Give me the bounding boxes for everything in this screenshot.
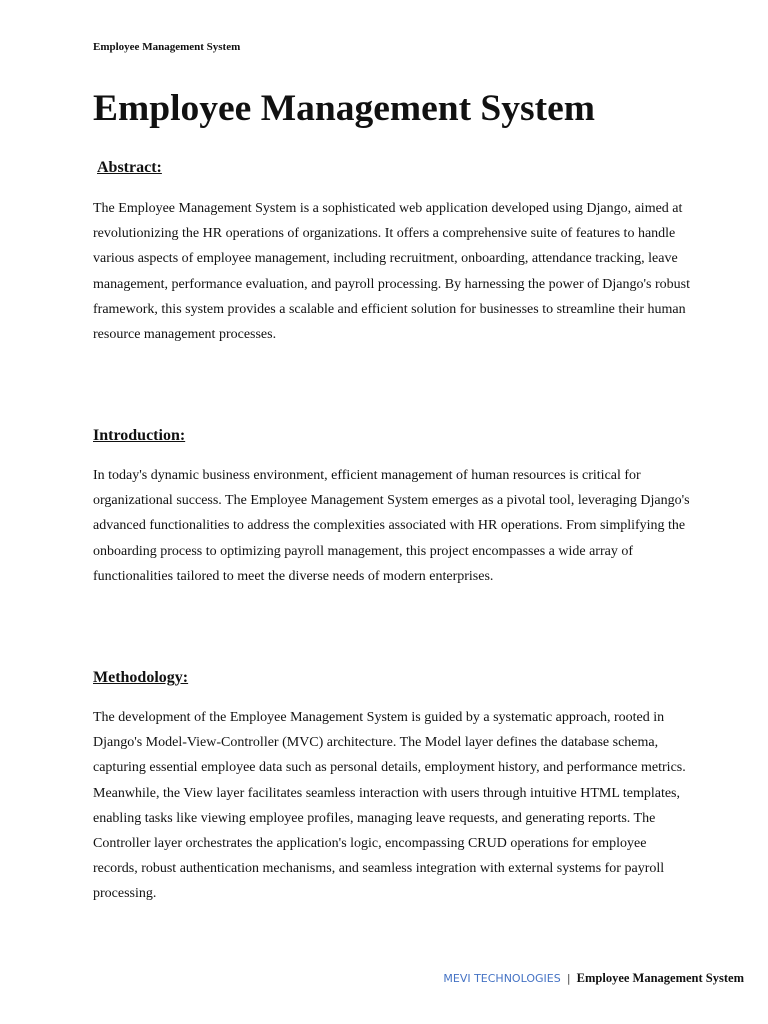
page-header: Employee Management System [93,41,241,53]
introduction-heading: Introduction: [93,427,186,444]
introduction-paragraph: In today's dynamic business environment, efficient management of human resources is critical for organizational success. The Employee Management System emerges as a pivotal tool, leveraging Django's advanced functionalities to address the complexities associated with HR operations. From simplifying the onboarding process to optimizing payroll management, this project encompasses a wide array of functionalities tailored to meet the diverse needs of modern enterprises. [93,468,690,584]
methodology-heading: Methodology: [93,669,189,686]
page-footer [443,971,744,986]
methodology-paragraph: The development of the Employee Management System is guided by a systematic approach, rooted in Django's Model-View-Controller (MVC) architecture. The Model layer defines the database schema, capturing essential employee data such as personal details, employment history, and performance metrics. Meanwhile, the View layer facilitates seamless interaction with users through intuitive HTML templates, enabling tasks like viewing employee profiles, managing leave requests, and generating reports. The Controller layer orchestrates the application's logic, encompassing CRUD operations for employee records, robust authentication mechanisms, and seamless integration with external systems for payroll processing. [93,710,686,902]
document-title: Employee Management System [93,88,596,129]
footer-company: MEVI TECHNOLOGIES [443,972,561,985]
footer-title: Employee Management System [576,971,744,985]
abstract-heading: Abstract: [97,159,162,176]
footer-separator: | [566,972,571,985]
abstract-paragraph: The Employee Management System is a sophisticated web application developed using Django, aimed at revolutionizing the HR operations of organizations. It offers a comprehensive suite of features to handle various aspects of employee management, including recruitment, onboarding, attendance tracking, leave management, performance evaluation, and payroll processing. By harnessing the power of Django's robust framework, this system provides a scalable and efficient solution for businesses to streamline their human resource management processes. [93,201,690,343]
